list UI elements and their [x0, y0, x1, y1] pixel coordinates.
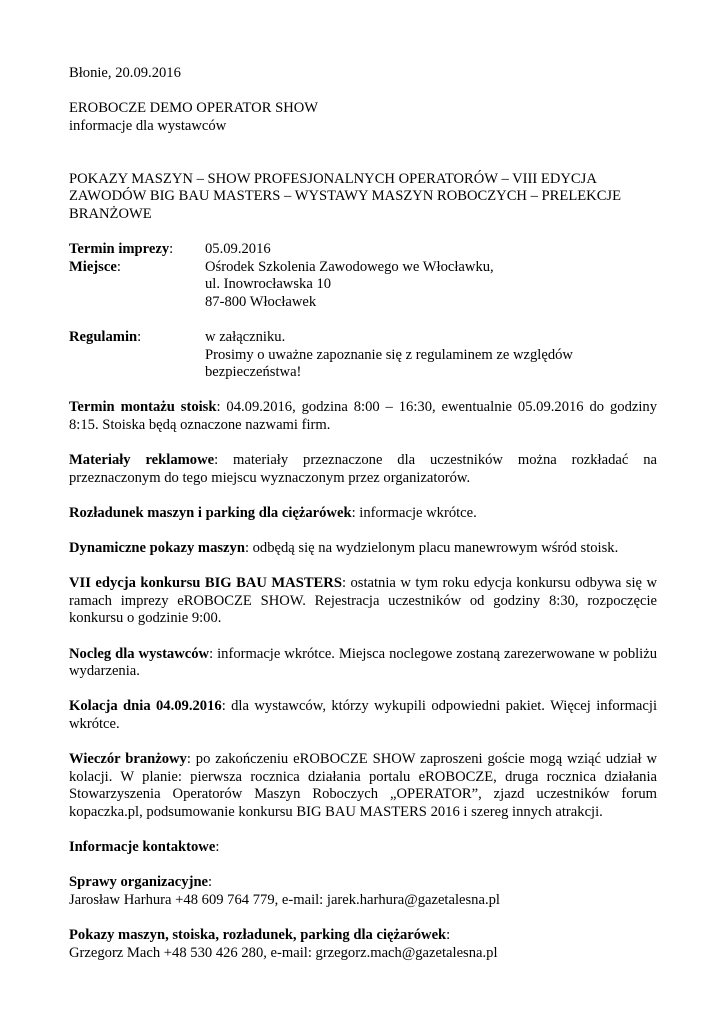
org-contact-label: Sprawy organizacyjne	[69, 874, 209, 891]
ads-label: Materiały reklamowe	[69, 452, 215, 469]
evening-paragraph	[69, 751, 657, 821]
evening-text: : po zakończeniu eROBOCZE SHOW zaproszeni goście mogą wziąć udział w kolacji. W planie: pierwsza rocznica działania portalu eROBOCZE, druga rocznica działania Stowarzyszenia Operatorów Maszyn Roboczych „OPERATOR”, zjazd uczestników forum kopaczka.pl, podsumowanie konkursu BIG BAU MASTERS 2016 i szereg innych atrakcji.	[69, 751, 657, 820]
contest-paragraph	[69, 575, 657, 628]
rules-line: bezpieczeństwa!	[205, 364, 302, 381]
event-name: EROBOCZE DEMO OPERATOR SHOW	[69, 100, 319, 117]
rules-value	[205, 329, 657, 382]
lodging-paragraph	[69, 646, 657, 681]
event-details	[69, 241, 657, 382]
contest-label: VII edycja konkursu BIG BAU MASTERS	[69, 575, 342, 592]
headline-line: POKAZY MASZYN – SHOW PROFESJONALNYCH OPERATORÓW – VIII EDYCJA	[69, 170, 597, 187]
machines-contact-label: Pokazy maszyn, stoiska, rozładunek, parking dla ciężarówek	[69, 927, 447, 944]
contacts-heading	[69, 839, 657, 857]
date-place: Błonie, 20.09.2016	[69, 65, 181, 81]
place-line: 87-800 Włocławek	[205, 293, 317, 310]
rules-line: Prosimy o uważne zapoznanie się z regulaminem ze względów	[205, 346, 573, 363]
contacts-heading-text: Informacje kontaktowe	[69, 839, 216, 856]
date-label: Termin imprezy	[69, 240, 170, 257]
dynamic-label: Dynamiczne pokazy maszyn	[69, 540, 245, 557]
date-row	[69, 241, 657, 259]
machines-contact-person: Grzegorz Mach +48 530 426 280, e-mail: grzegorz.mach@gazetalesna.pl	[69, 944, 498, 961]
place-line: Ośrodek Szkolenia Zawodowego we Włocławku,	[205, 258, 494, 275]
place-line: ul. Inowrocławska 10	[205, 276, 332, 293]
date-label-cell: Termin imprezy:	[69, 240, 174, 257]
contest-text: : ostatnia w tym roku edycja konkursu odbywa się w ramach imprezy eROBOCZE SHOW. Rejestracja uczestników od godziny 8:30, rozpoczęcie konkursu o godzinie 9:00.	[69, 575, 657, 627]
lodging-text: : informacje wkrótce. Miejsca noclegowe zostaną zarezerwowane w pobliżu wydarzenia.	[69, 645, 657, 680]
place-value	[205, 259, 657, 312]
dynamic-text: : odbędą się na wydzielonym placu manewrowym wśród stoisk.	[244, 540, 619, 557]
event-subtitle: informacje dla wystawców	[69, 117, 227, 134]
unloading-text: : informacje wkrótce.	[351, 504, 477, 521]
dinner-paragraph	[69, 698, 657, 733]
headline-line: BRANŻOWE	[69, 205, 152, 222]
rules-row	[69, 329, 657, 382]
contacts-heading-suffix: :	[215, 839, 220, 856]
unloading-label: Rozładunek maszyn i parking dla ciężarówek	[69, 504, 352, 521]
unloading-paragraph	[69, 505, 657, 523]
machines-contact-heading	[69, 927, 657, 945]
org-contact-person: Jarosław Harhura +48 609 764 779, e-mail: jarek.harhura@gazetalesna.pl	[69, 891, 500, 908]
evening-label: Wieczór branżowy	[69, 751, 187, 768]
rules-line: w załączniku.	[205, 328, 286, 345]
assembly-label: Termin montażu stoisk	[69, 399, 217, 416]
dinner-label: Kolacja dnia 04.09.2016	[69, 698, 222, 715]
assembly-text: : 04.09.2016, godzina 8:00 – 16:30, ewentualnie 05.09.2016 do godziny 8:15. Stoiska będą oznaczone nazwami firm.	[69, 399, 657, 433]
lodging-label: Nocleg dla wystawców	[69, 645, 210, 662]
place-label-cell: Miejsce:	[69, 258, 121, 275]
machines-contact-suffix: :	[446, 927, 451, 944]
ads-text: : materiały przeznaczone dla uczestników można rozkładać na przeznaczonym do tego miejscu wyznaczonym przez organizatorów.	[69, 452, 657, 486]
place-row	[69, 259, 657, 312]
place-label: Miejsce	[69, 258, 117, 275]
date-value: 05.09.2016	[205, 240, 271, 257]
org-contact-suffix: :	[208, 874, 213, 891]
assembly-paragraph	[69, 399, 657, 434]
dinner-text: : dla wystawców, którzy wykupili odpowiedni pakiet. Więcej informacji wkrótce.	[69, 698, 657, 732]
headline-line: ZAWODÓW BIG BAU MASTERS – WYSTAWY MASZYN ROBOCZYCH – PRELEKCJE	[69, 188, 622, 205]
headline	[69, 171, 657, 224]
document-page	[69, 65, 657, 962]
ads-paragraph	[69, 452, 657, 487]
org-contact-heading	[69, 874, 657, 892]
rules-label-cell: Regulamin:	[69, 328, 142, 345]
dynamic-paragraph	[69, 540, 657, 558]
rules-label: Regulamin	[69, 328, 138, 345]
